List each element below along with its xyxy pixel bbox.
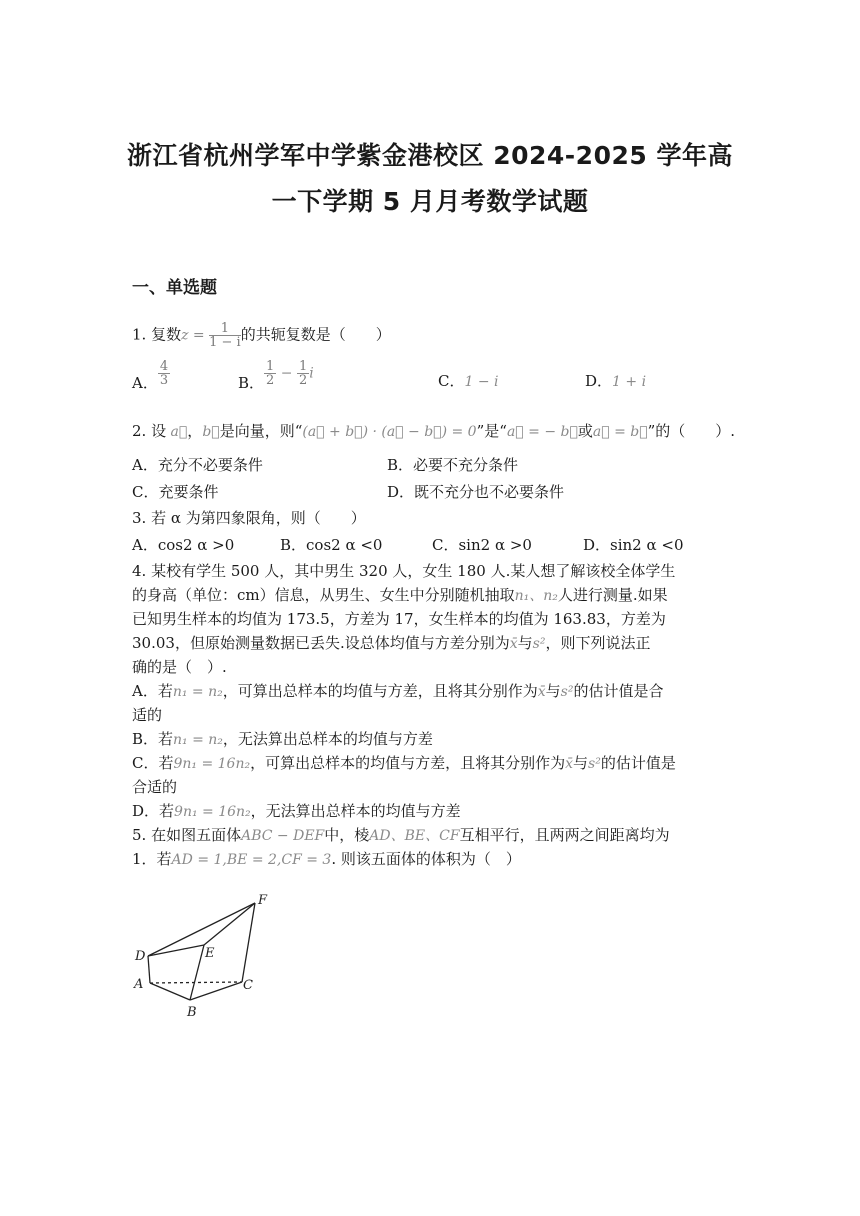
section-heading: 一、单选题 [132, 278, 217, 298]
q4-stem-line4: 30.03，但原始测量数据已丢失.设总体均值与方差分别为x̄与s²，则下列说法正 [132, 634, 651, 652]
edge-df [148, 903, 255, 956]
edge-be [190, 945, 204, 1000]
q3-option-a: A．cos2 α >0 [132, 536, 235, 554]
q2-option-d: D．既不充分也不必要条件 [387, 483, 565, 501]
q4-option-d: D．若9n₁ = 16n₂，无法算出总样本的均值与方差 [132, 802, 461, 820]
q2-stem: 2. 设 a⃗，b⃗是向量，则“(a⃗ + b⃗) · (a⃗ − b⃗) = 0”是“a⃗ = − b⃗或a⃗ = b⃗”的（ ）. [132, 422, 736, 440]
q4-stem-line3: 已知男生样本的均值为 173.5，方差为 17，女生样本的均值为 163.83，方差为 [132, 610, 666, 628]
q4-option-c: C．若9n₁ = 16n₂，可算出总样本的均值与方差，且将其分别作为x̄与s²的估计值是 [132, 754, 676, 772]
label-e: E [205, 946, 215, 961]
q4-stem-line2: 的身高（单位：cm）信息，从男生、女生中分别随机抽取n₁、n₂人进行测量.如果 [132, 586, 668, 604]
edge-ab [150, 983, 190, 1000]
edge-bc [190, 982, 242, 1000]
edge-cf [242, 903, 255, 982]
q2-option-a: A．充分不必要条件 [132, 456, 263, 474]
edge-ac-hidden [150, 982, 242, 983]
q3-stem: 3. 若 α 为第四象限角，则（ ） [132, 509, 366, 527]
q5-stem-line2: 1．若AD = 1,BE = 2,CF = 3. 则该五面体的体积为（ ） [132, 850, 521, 868]
q1-option-a: A． $\frac{4}{3}$ [132, 359, 169, 392]
pentahedron-figure [130, 888, 280, 1018]
q3-option-d: D．sin2 α <0 [583, 536, 684, 554]
q4-stem-line5: 确的是（ ）. [132, 658, 227, 676]
label-c: C [243, 978, 253, 993]
q4-option-a: A．若n₁ = n₂，可算出总样本的均值与方差，且将其分别作为x̄与s²的估计值是合 [132, 682, 664, 700]
edge-de [148, 945, 204, 956]
label-d: D [135, 949, 146, 964]
q1-option-c: C．1 − i [438, 372, 499, 390]
q4-option-a-cont: 适的 [132, 706, 163, 724]
q1-option-b: B． $\frac{1}{2}$ − $\frac{1}{2}$ i [238, 359, 314, 392]
q3-option-b: B．cos2 α <0 [280, 536, 383, 554]
q4-option-c-cont: 合适的 [132, 778, 178, 796]
label-a: A [134, 977, 144, 992]
q4-option-b: B．若n₁ = n₂，无法算出总样本的均值与方差 [132, 730, 433, 748]
q4-stem-line1: 4. 某校有学生 500 人，其中男生 320 人，女生 180 人.某人想了解该校全体学生 [132, 562, 676, 580]
q3-option-c: C．sin2 α >0 [432, 536, 532, 554]
q2-option-c: C．充要条件 [132, 483, 219, 501]
page-title-line1: 浙江省杭州学军中学紫金港校区 2024-2025 学年高 [127, 141, 733, 170]
q2-dot-product-expr: (a⃗ + b⃗) · (a⃗ − b⃗) = 0 [302, 424, 477, 440]
q1-stem: 1. 复数z = $\frac{1}{1 - i}$ 的共轭复数是（ ） [132, 321, 391, 350]
label-b: B [187, 1005, 197, 1018]
q2-option-b: B．必要不充分条件 [387, 456, 519, 474]
q1-option-d: D．1 + i [585, 372, 647, 390]
page-title-line2: 一下学期 5 月月考数学试题 [271, 187, 589, 216]
edge-ad [148, 956, 150, 983]
label-f: F [258, 893, 268, 908]
q5-stem-line1: 5. 在如图五面体ABC − DEF中，棱AD、BE、CF互相平行，且两两之间距离均为 [132, 826, 670, 844]
q1-fraction: $\frac{1}{1 - i}$ [209, 321, 241, 350]
q1-z-expr: z = [181, 327, 210, 344]
